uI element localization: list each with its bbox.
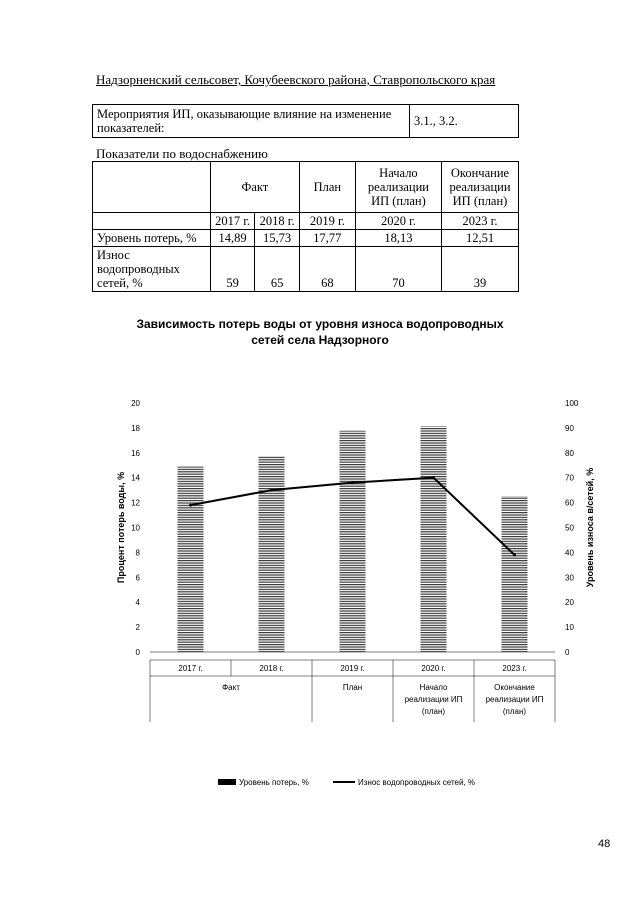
table-cell: 12,51 bbox=[442, 230, 519, 247]
line-point-network-wear bbox=[351, 481, 354, 484]
corner-cell bbox=[93, 162, 211, 213]
line-point-network-wear bbox=[513, 553, 516, 556]
legend-label-wear: Износ водопроводных сетей, % bbox=[358, 778, 476, 787]
bar-loss-level bbox=[421, 426, 447, 652]
year-corner-cell bbox=[93, 213, 211, 230]
left-tick-label: 20 bbox=[131, 399, 140, 408]
row-label: Износ водопроводных сетей, % bbox=[93, 247, 211, 292]
right-tick-label: 40 bbox=[565, 548, 574, 558]
year-cell: 2017 г. bbox=[210, 213, 255, 230]
table-cell: 70 bbox=[355, 247, 441, 292]
bar-loss-level bbox=[259, 456, 285, 652]
page-number: 48 bbox=[598, 838, 611, 850]
right-tick-label: 90 bbox=[565, 423, 574, 433]
year-cell: 2018 г. bbox=[255, 213, 300, 230]
right-tick-label: 60 bbox=[565, 498, 574, 508]
group-label: (план) bbox=[421, 707, 446, 716]
line-point-network-wear bbox=[270, 489, 273, 492]
group-header-fact: Факт bbox=[210, 162, 299, 213]
row-label: Уровень потерь, % bbox=[93, 230, 211, 247]
measures-label: Мероприятия ИП, оказывающие влияние на изменение показателей: bbox=[93, 105, 410, 138]
table-cell: 18,13 bbox=[355, 230, 441, 247]
right-tick-label: 70 bbox=[565, 473, 574, 483]
x-tick-label: 2019 г. bbox=[340, 664, 365, 673]
loss-vs-wear-chart bbox=[0, 380, 640, 810]
table-cell: 39 bbox=[442, 247, 519, 292]
left-tick-label: 0 bbox=[135, 648, 140, 657]
x-tick-label: 2023 г. bbox=[502, 664, 527, 673]
table-cell: 17,77 bbox=[299, 230, 355, 247]
x-tick-label: 2017 г. bbox=[178, 664, 203, 673]
legend-swatch-loss bbox=[218, 779, 236, 785]
table-cell: 15,73 bbox=[255, 230, 300, 247]
left-tick-label: 6 bbox=[135, 573, 140, 583]
document-heading: Надзорненский сельсовет, Кочубеевского района, Ставропольского края bbox=[96, 72, 496, 87]
indicators-table bbox=[92, 161, 519, 292]
table-row bbox=[93, 230, 519, 247]
measures-value: 3.1., 3.2. bbox=[410, 105, 519, 138]
measures-table bbox=[92, 104, 519, 138]
y-axis-title: Процент потерь воды, % bbox=[116, 471, 126, 584]
bar-loss-level bbox=[340, 431, 366, 652]
left-tick-label: 10 bbox=[131, 523, 140, 533]
year-cell: 2019 г. bbox=[299, 213, 355, 230]
group-label: Факт bbox=[222, 683, 240, 692]
year-cell: 2023 г. bbox=[442, 213, 519, 230]
table-cell: 65 bbox=[255, 247, 300, 292]
right-tick-label: 10 bbox=[565, 623, 574, 633]
bar-loss-level bbox=[502, 496, 528, 652]
supply-caption: Показатели по водоснабжению bbox=[96, 146, 268, 161]
left-tick-label: 14 bbox=[131, 473, 140, 483]
group-label: Начало bbox=[419, 683, 448, 692]
year-cell: 2020 г. bbox=[355, 213, 441, 230]
group-header-start: Начало реализации ИП (план) bbox=[355, 162, 441, 213]
group-label: План bbox=[342, 683, 363, 692]
right-tick-label: 50 bbox=[565, 523, 574, 533]
left-tick-label: 12 bbox=[131, 498, 140, 508]
chart-title: Зависимость потерь воды от уровня износа водопроводных сетей села Надзорного bbox=[136, 317, 504, 347]
right-tick-label: 100 bbox=[565, 399, 579, 408]
legend-label-loss: Уровень потерь, % bbox=[239, 778, 309, 787]
table-row bbox=[93, 247, 519, 292]
right-tick-label: 20 bbox=[565, 598, 574, 608]
left-tick-label: 2 bbox=[135, 623, 140, 633]
group-label: (план) bbox=[502, 707, 527, 716]
group-label: реализации ИП bbox=[485, 695, 544, 704]
table-cell: 59 bbox=[210, 247, 255, 292]
x-tick-label: 2020 г. bbox=[421, 664, 446, 673]
table-cell: 68 bbox=[299, 247, 355, 292]
group-header-plan: План bbox=[299, 162, 355, 213]
group-label: Окончание bbox=[494, 683, 535, 692]
group-label: реализации ИП bbox=[404, 695, 463, 704]
right-tick-label: 30 bbox=[565, 573, 574, 583]
left-tick-label: 16 bbox=[131, 448, 140, 458]
left-tick-label: 8 bbox=[135, 548, 140, 558]
left-tick-label: 18 bbox=[131, 423, 140, 433]
bar-loss-level bbox=[178, 467, 204, 652]
x-tick-label: 2018 г. bbox=[259, 664, 284, 673]
right-tick-label: 80 bbox=[565, 448, 574, 458]
y2-axis-title: Уровень износа в/сетей, % bbox=[585, 467, 595, 588]
group-header-end: Окончание реализации ИП (план) bbox=[442, 162, 519, 213]
table-cell: 14,89 bbox=[210, 230, 255, 247]
line-point-network-wear bbox=[432, 476, 435, 479]
line-point-network-wear bbox=[189, 504, 192, 507]
left-tick-label: 4 bbox=[135, 598, 140, 608]
right-tick-label: 0 bbox=[565, 648, 570, 657]
